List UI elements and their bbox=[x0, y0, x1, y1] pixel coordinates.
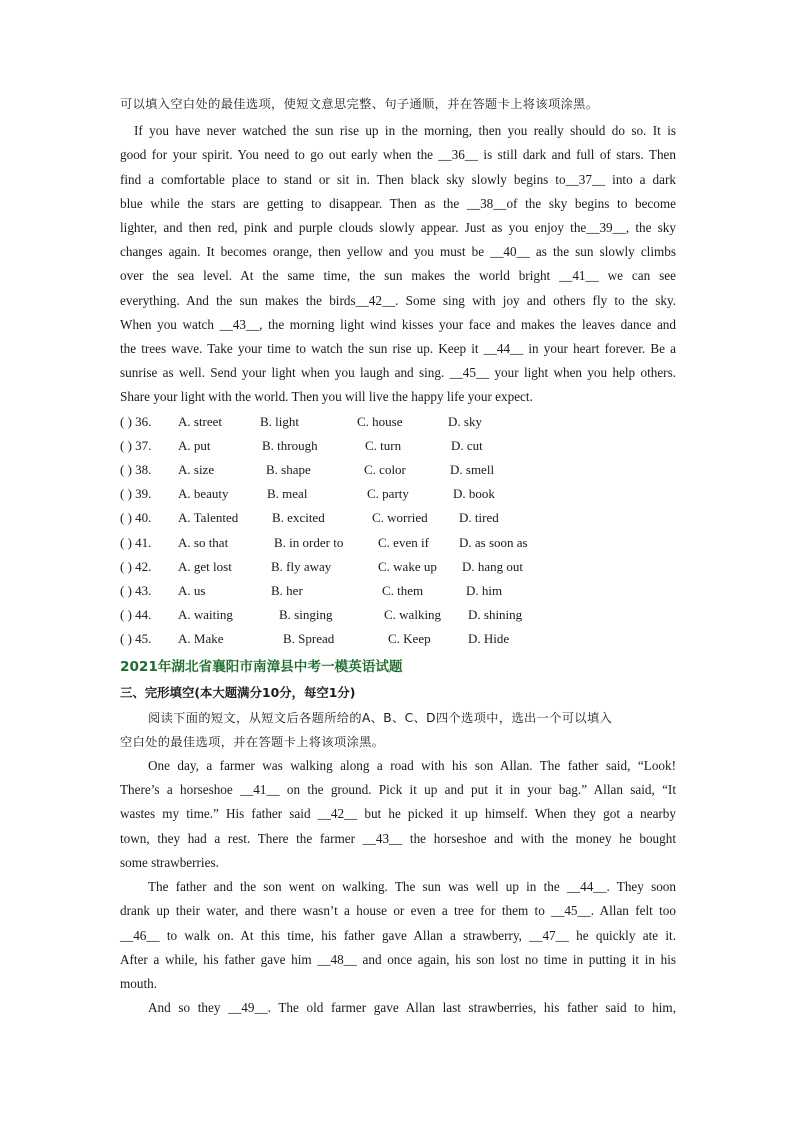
option-a: A. size bbox=[178, 462, 215, 478]
question-number: ( ) 45. bbox=[120, 631, 152, 647]
option-d: D. him bbox=[466, 583, 503, 599]
question-number: ( ) 44. bbox=[120, 607, 152, 623]
question-row bbox=[120, 531, 676, 555]
option-b: B. shape bbox=[266, 462, 311, 478]
option-a: A. waiting bbox=[178, 607, 233, 623]
question-row bbox=[120, 506, 676, 530]
passage-line: And so they __49__. The old farmer gave Allan last strawberries, his father said to him, bbox=[148, 1000, 676, 1016]
passage-line: When you watch __43__, the morning light wind kisses your face and makes the leaves dance and bbox=[120, 316, 676, 332]
question-row bbox=[120, 627, 676, 651]
passage-line: some strawberries. bbox=[120, 854, 219, 870]
passage-line: After a while, his father gave him __48__ and once again, his son lost no time in putting it in his bbox=[120, 951, 676, 967]
option-c: C. turn bbox=[365, 437, 402, 453]
option-d: D. Hide bbox=[468, 631, 510, 647]
option-c: C. party bbox=[367, 486, 409, 502]
option-c: C. house bbox=[357, 413, 403, 429]
question-row bbox=[120, 434, 676, 458]
passage-line: The father and the son went on walking. The sun was well up in the __44__. They soon bbox=[148, 879, 676, 895]
passage-line: mouth. bbox=[120, 975, 157, 991]
document-page bbox=[120, 92, 676, 1020]
question-number: ( ) 41. bbox=[120, 534, 152, 550]
passage-line: If you have never watched the sun rise up in the morning, then you really should do so. It is bbox=[134, 123, 676, 139]
option-c: C. worried bbox=[372, 510, 428, 526]
option-b: B. light bbox=[260, 413, 300, 429]
option-d: D. cut bbox=[451, 437, 483, 453]
option-a: A. Make bbox=[178, 631, 224, 647]
section-heading: 三、完形填空(本大题满分10分，每空1分) bbox=[120, 684, 356, 700]
passage-line: One day, a farmer was walking along a road with his son Allan. The father said, “Look! bbox=[148, 758, 676, 774]
option-b: B. in order to bbox=[274, 534, 344, 550]
passage-line: wastes my time.” His father said __42__ but he picked it up himself. When they got a nearby bbox=[120, 806, 676, 822]
passage-line: __46__ to walk on. At this time, his father gave Allan a strawberry, __47__ he quickly ate it. bbox=[120, 927, 676, 943]
option-c: C. them bbox=[382, 583, 424, 599]
question-number: ( ) 43. bbox=[120, 583, 152, 599]
option-d: D. smell bbox=[450, 462, 495, 478]
option-a: A. us bbox=[178, 583, 206, 599]
question-number: ( ) 36. bbox=[120, 413, 152, 429]
passage-line: There’s a horseshoe __41__ on the ground. Pick it up and put it in your bag.” Allan said, “It bbox=[120, 782, 676, 798]
option-b: B. excited bbox=[272, 510, 325, 526]
option-c: C. wake up bbox=[378, 558, 437, 574]
option-b: B. singing bbox=[279, 607, 333, 623]
question-number: ( ) 38. bbox=[120, 462, 152, 478]
option-d: D. as soon as bbox=[459, 534, 528, 550]
passage-line: drank up their water, and there wasn’t a house or even a tree for them to __45__. Allan felt too bbox=[120, 903, 676, 919]
passage-1 bbox=[120, 119, 676, 409]
option-d: D. book bbox=[453, 486, 495, 502]
instruction-text: 可以填入空白处的最佳选项，使短文意思完整、句子通顺，并在答题卡上将该项涂黑。 bbox=[120, 97, 599, 111]
passage-line: Share your light with the world. Then you will live the happy life your expect. bbox=[120, 389, 533, 405]
option-b: B. meal bbox=[267, 486, 308, 502]
passage-line: lighter, and then red, pink and purple clouds slowly appear. Just as you enjoy the__39__, the sky bbox=[120, 220, 676, 236]
option-d: D. shining bbox=[468, 607, 523, 623]
question-list bbox=[120, 410, 676, 652]
option-b: B. her bbox=[271, 583, 303, 599]
option-c: C. walking bbox=[384, 607, 442, 623]
passage-line: town, they had a rest. There the farmer __43__ the horseshoe and with the money he bought bbox=[120, 830, 676, 846]
option-c: C. Keep bbox=[388, 631, 431, 647]
question-row bbox=[120, 579, 676, 603]
question-number: ( ) 39. bbox=[120, 486, 152, 502]
passage-line: the trees wave. Take your time to watch the sun rise up. Keep it __44__ in your heart forever. Be a bbox=[120, 341, 676, 357]
option-a: A. street bbox=[178, 413, 223, 429]
option-a: A. beauty bbox=[178, 486, 229, 502]
option-d: D. tired bbox=[459, 510, 499, 526]
passage-line: find a comfortable place to stand or sit in. Then black sky slowly begins to__37__ into a dark bbox=[120, 171, 676, 187]
option-a: A. put bbox=[178, 437, 211, 453]
passage-line: everything. And the sun makes the birds__42__. Some sing with joy and others fly to the sky. bbox=[120, 292, 676, 308]
option-d: D. hang out bbox=[462, 558, 524, 574]
question-row bbox=[120, 458, 676, 482]
question-number: ( ) 42. bbox=[120, 558, 152, 574]
option-b: B. Spread bbox=[283, 631, 335, 647]
option-c: C. even if bbox=[378, 534, 429, 550]
option-b: B. fly away bbox=[271, 558, 332, 574]
passage-line: sunrise as well. Send your light when you laugh and sing. __45__ your light when you help others. bbox=[120, 365, 676, 381]
passage-2 bbox=[120, 754, 676, 1020]
option-a: A. Talented bbox=[178, 510, 239, 526]
instruction-text: 空白处的最佳选项，并在答题卡上将该项涂黑。 bbox=[120, 734, 385, 749]
option-a: A. so that bbox=[178, 534, 229, 550]
question-number: ( ) 40. bbox=[120, 510, 152, 526]
question-row bbox=[120, 410, 676, 434]
question-row bbox=[120, 603, 676, 627]
option-a: A. get lost bbox=[178, 558, 232, 574]
option-b: B. through bbox=[262, 437, 318, 453]
passage-line: blue while the stars are getting to disappear. Then as the __38__of the sky begins to become bbox=[120, 195, 676, 211]
option-d: D. sky bbox=[448, 413, 482, 429]
question-row bbox=[120, 555, 676, 579]
passage-line: good for your spirit. You need to go out early when the __36__ is still dark and full of stars. Then bbox=[120, 147, 676, 163]
option-c: C. color bbox=[364, 462, 406, 478]
passage-line: over the sea level. At the same time, the sun makes the world bright __41__ we can see bbox=[120, 268, 676, 284]
instruction-text: 阅读下面的短文，从短文后各题所给的A、B、C、D四个选项中，选出一个可以填入 bbox=[148, 710, 613, 725]
passage-line: changes again. It becomes orange, then yellow and you must be __40__ as the sun slowly climbs bbox=[120, 244, 676, 260]
exam-title: 2021年湖北省襄阳市南漳县中考一模英语试题 bbox=[120, 658, 403, 675]
question-row bbox=[120, 482, 676, 506]
question-number: ( ) 37. bbox=[120, 437, 152, 453]
